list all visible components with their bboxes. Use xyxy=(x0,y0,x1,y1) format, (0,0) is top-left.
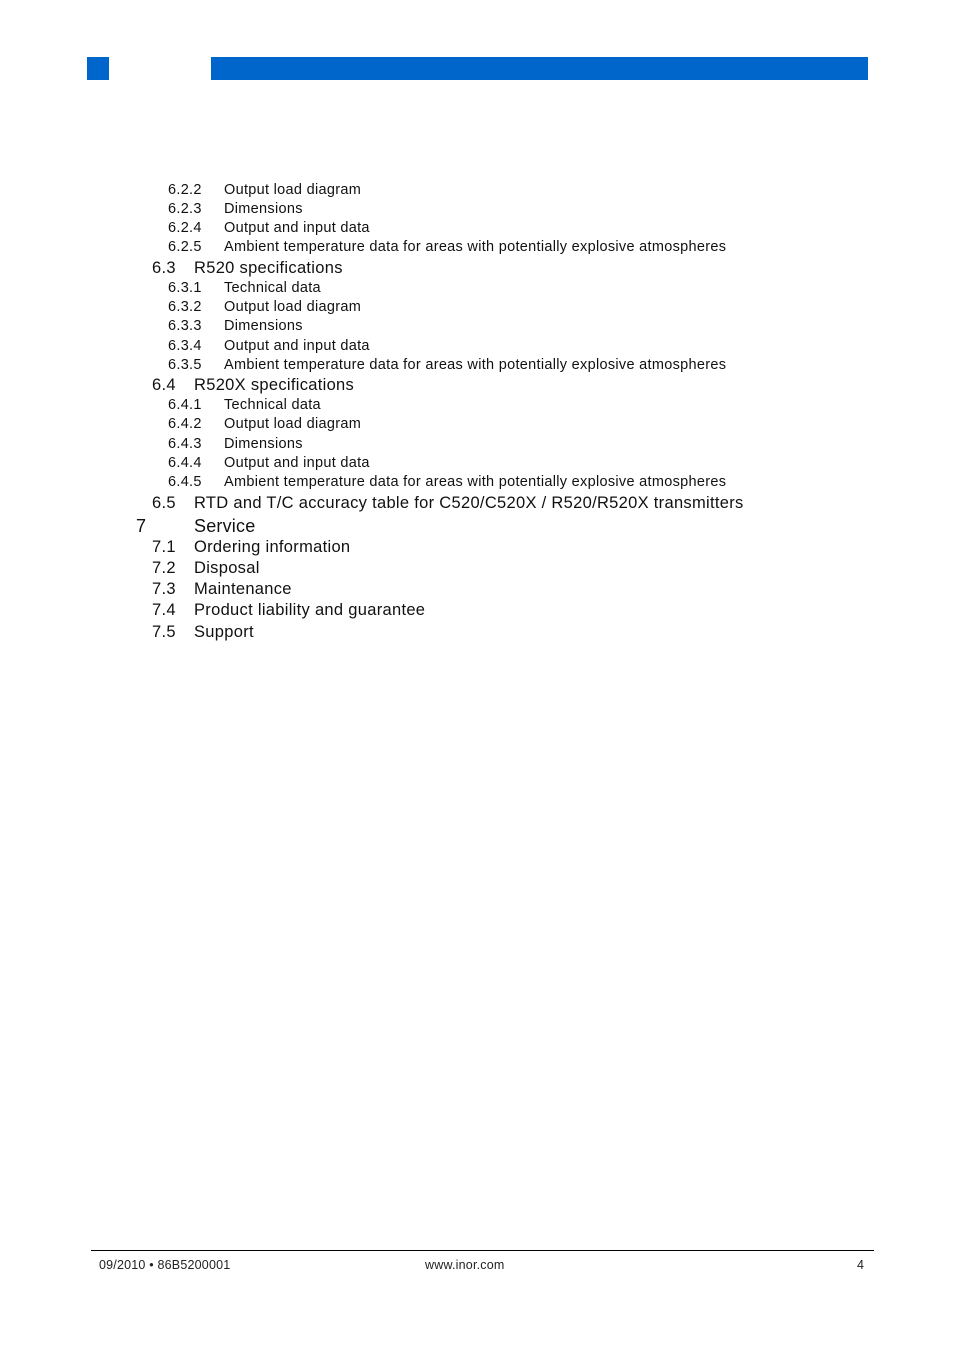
toc-entry-title: R520 specifications xyxy=(194,259,343,277)
toc-entry-title: Output and input data xyxy=(224,338,370,354)
toc-entry-number: 6.3.5 xyxy=(168,357,202,373)
footer-page-number: 4 xyxy=(857,1258,865,1272)
toc-entry-title: Output load diagram xyxy=(224,416,362,432)
toc-entry-number: 6.3.4 xyxy=(168,338,202,354)
toc-entry-number: 6.4.2 xyxy=(168,416,202,432)
toc-entry-number: 6.4.3 xyxy=(168,436,202,452)
toc-entry-title: Output and input data xyxy=(224,220,370,236)
toc-entry-number: 6.4 xyxy=(152,376,176,394)
toc-entry-number: 6.3.2 xyxy=(168,299,202,315)
toc-entry-title: Technical data xyxy=(224,397,321,413)
toc-entry-number: 6.5 xyxy=(152,494,176,512)
header-accent-bar xyxy=(211,57,868,80)
toc-entry-number: 7.5 xyxy=(152,623,176,641)
toc-entry-title: Dimensions xyxy=(224,201,303,217)
toc-entry-title: Ambient temperature data for areas with potentially explosive atmospheres xyxy=(224,239,727,255)
toc-entry-title: Maintenance xyxy=(194,580,292,598)
toc-entry-title: Ambient temperature data for areas with potentially explosive atmospheres xyxy=(224,357,727,373)
toc-entry-number: 6.2.4 xyxy=(168,220,202,236)
toc-entry-number: 6.2.2 xyxy=(168,182,202,198)
toc-entry-number: 6.4.5 xyxy=(168,474,202,490)
toc-entry-number: 6.4.1 xyxy=(168,397,202,413)
header-accent-square xyxy=(87,57,109,80)
toc-entry-title: Output load diagram xyxy=(224,299,362,315)
toc-entry-title: Service xyxy=(194,516,256,536)
toc-entry-number: 7.2 xyxy=(152,559,176,577)
footer-website-link[interactable]: www.inor.com xyxy=(425,1258,505,1272)
toc-entry-title: Technical data xyxy=(224,280,321,296)
toc-entry-number: 6.2.3 xyxy=(168,201,202,217)
toc-entry-title: Dimensions xyxy=(224,318,303,334)
toc-entry-title: Output load diagram xyxy=(224,182,362,198)
toc-entry-number: 6.3.3 xyxy=(168,318,202,334)
toc-entry-title: Disposal xyxy=(194,559,260,577)
toc-entry-number: 7 xyxy=(136,516,147,536)
toc-entry-title: R520X specifications xyxy=(194,376,355,394)
toc-entry-number: 7.1 xyxy=(152,538,176,556)
toc-entry-number: 6.4.4 xyxy=(168,455,202,471)
toc-entry-number: 6.2.5 xyxy=(168,239,202,255)
toc-entry-number: 7.4 xyxy=(152,601,176,619)
toc-entry-title: Ambient temperature data for areas with potentially explosive atmospheres xyxy=(224,474,727,490)
toc-entry-title: Ordering information xyxy=(194,538,351,556)
toc-entry-title: Dimensions xyxy=(224,436,303,452)
toc-entry-number: 6.3 xyxy=(152,259,176,277)
toc-entry-number: 7.3 xyxy=(152,580,176,598)
footer-divider xyxy=(91,1250,874,1251)
footer-date-docnumber: 09/2010 • 86B5200001 xyxy=(99,1258,231,1272)
toc-entry-title: Support xyxy=(194,623,254,641)
toc-entry-title: RTD and T/C accuracy table for C520/C520X / R520/R520X transmitters xyxy=(194,494,744,512)
toc-entry-title: Product liability and guarantee xyxy=(194,601,426,619)
toc-entry-number: 6.3.1 xyxy=(168,280,202,296)
toc-entry-title: Output and input data xyxy=(224,455,370,471)
